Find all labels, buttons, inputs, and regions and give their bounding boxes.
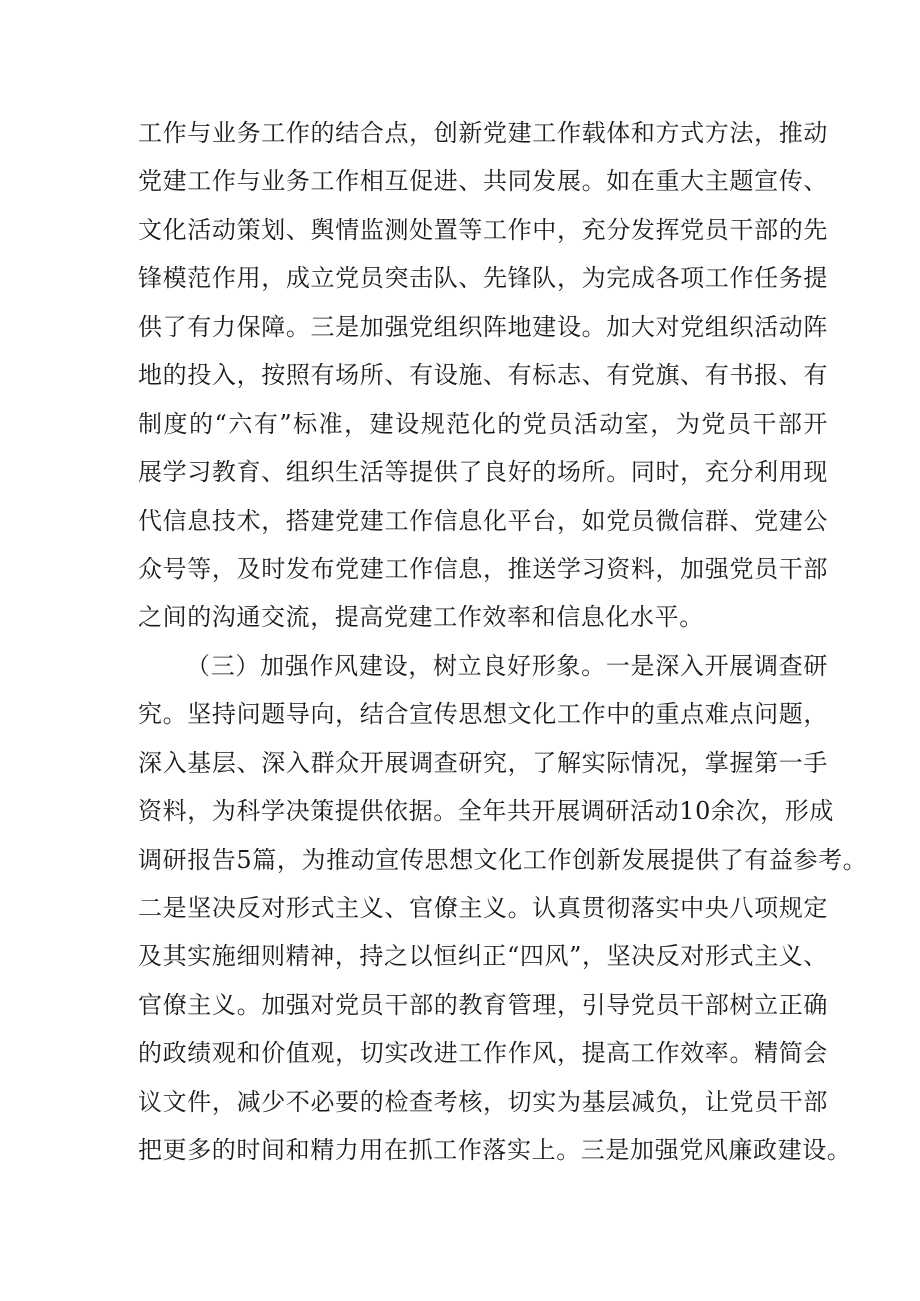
body-text [138,113,868,1179]
text-line: 众号等，及时发布党建工作信息，推送学习资料，加强党员干部 [138,554,828,583]
text-line: 深入基层、深入群众开展调查研究，了解实际情况，掌握第一手 [138,748,828,777]
text-line: 文化活动策划、舆情监测处置等工作中，充分发挥党员干部的先 [138,215,828,244]
text-line: 究。坚持问题导向，结合宣传思想文化工作中的重点难点问题， [138,700,828,729]
text-line: 的政绩观和价值观，切实改进工作作风，提高工作效率。精简会 [138,1039,828,1068]
text-line: 展学习教育、组织生活等提供了良好的场所。同时，充分利用现 [138,458,828,487]
text-line: 资料，为科学决策提供依据。全年共开展调研活动10余次，形成 [138,797,834,826]
text-line: 党建工作与业务工作相互促进、共同发展。如在重大主题宣传、 [138,167,828,196]
text-line: 地的投入，按照有场所、有设施、有标志、有党旗、有书报、有 [138,361,828,390]
text-line-paragraph-end: 之间的沟通交流，提高党建工作效率和信息化水平。 [138,603,704,632]
text-line: 把更多的时间和精力用在抓工作落实上。三是加强党风廉政建设。 [138,1136,852,1165]
text-line: 代信息技术，搭建党建工作信息化平台，如党员微信群、党建公 [138,506,828,535]
text-line: 制度的“六有”标准，建设规范化的党员活动室，为党员干部开 [138,409,828,438]
section-heading-line: （三）加强作风建设，树立良好形象。一是深入开展调查研 [186,651,828,680]
text-line: 供了有力保障。三是加强党组织阵地建设。加大对党组织活动阵 [138,312,828,341]
text-line: 及其实施细则精神，持之以恒纠正“四风”，坚决反对形式主义、 [138,942,828,971]
text-line: 官僚主义。加强对党员干部的教育管理，引导党员干部树立正确 [138,990,828,1019]
text-line: 调研报告5篇，为推动宣传思想文化工作创新发展提供了有益参考。 [138,845,868,874]
text-line: 工作与业务工作的结合点，创新党建工作载体和方式方法，推动 [138,119,828,147]
text-line: 议文件，减少不必要的检查考核，切实为基层减负，让党员干部 [138,1087,828,1116]
text-line: 二是坚决反对形式主义、官僚主义。认真贯彻落实中央八项规定 [138,894,828,922]
text-line: 锋模范作用，成立党员突击队、先锋队，为完成各项工作任务提 [138,264,828,293]
